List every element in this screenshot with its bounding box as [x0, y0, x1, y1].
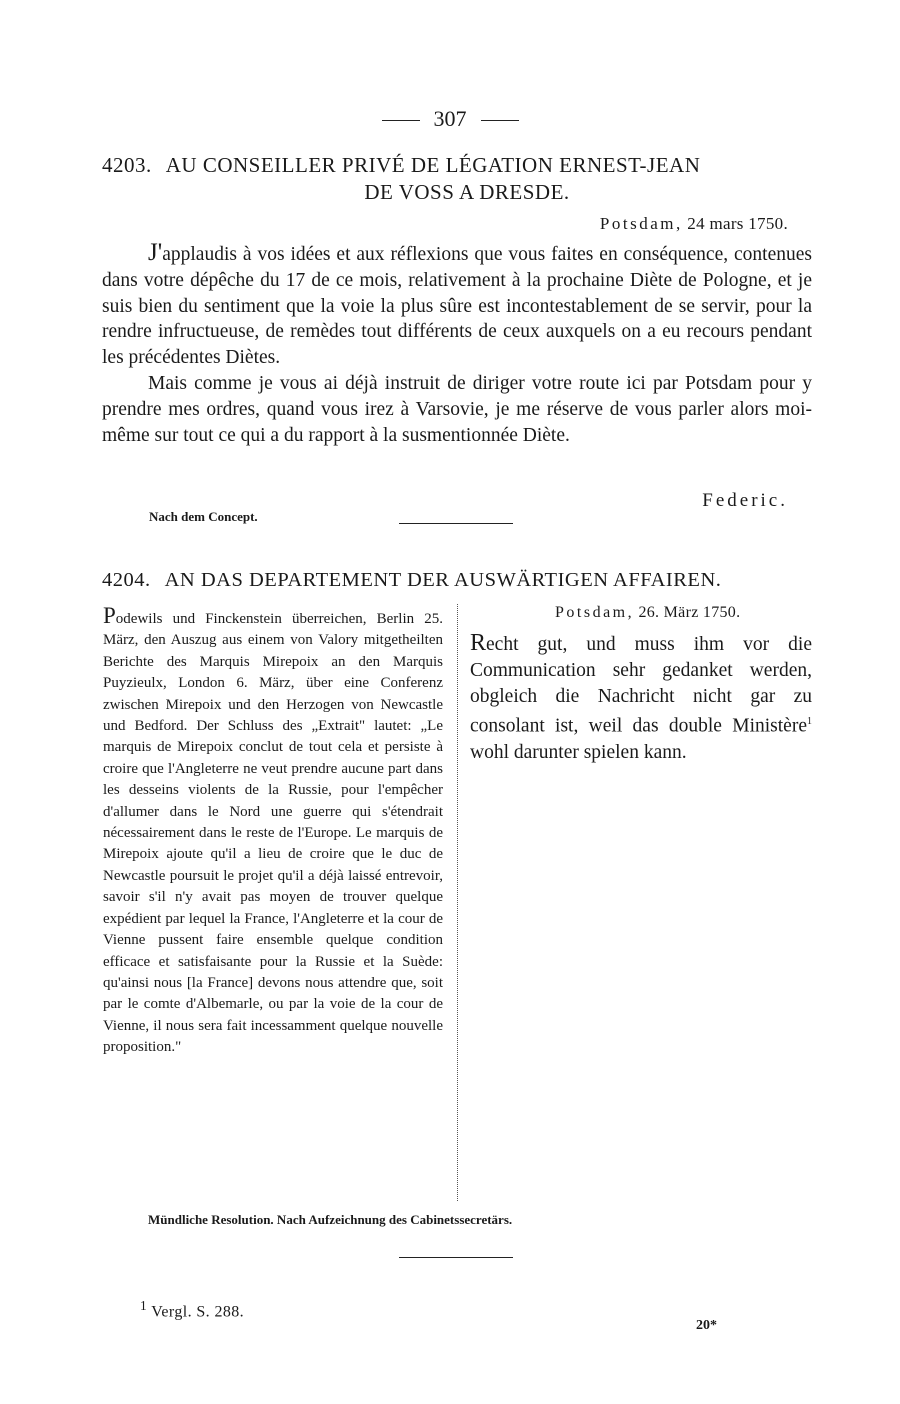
dateline-date: 26. März 1750.: [638, 604, 741, 621]
letter-4203-title: [102, 152, 812, 206]
letter-4204-summary: [103, 605, 443, 1059]
column-divider: [457, 604, 458, 1201]
resolution-initial: R: [470, 630, 487, 656]
letter-4204-title-text: AN DAS DEPARTEMENT DER AUSWÄRTIGEN AFFAIREN.: [164, 569, 722, 591]
footnote-divider: [399, 1257, 513, 1258]
resolution-text-a: echt gut, und muss ihm vor die Communication sehr gedanket werden, obgleich die Nachricht nicht gar zu consolant ist, weil das double Ministère: [470, 634, 812, 737]
header-dash-right: [481, 120, 519, 121]
letter-4204-title: [102, 567, 812, 594]
footnote: [140, 1298, 244, 1321]
footnote-ref: 1: [807, 716, 812, 728]
header-dash-left: [382, 120, 420, 121]
footnote-text: Vergl. S. 288.: [151, 1303, 245, 1321]
letter-4203-signature: Federic.: [702, 490, 788, 511]
page-number: 307: [433, 106, 467, 131]
dateline-date: 24 mars 1750.: [687, 214, 788, 233]
page-header: [0, 106, 900, 132]
letter-4203-paragraph-1: J'applaudis à vos idées et aux réflexions que vous faites en conséquence, contenues dans votre dépêche du 17 de ce mois, relativement à la prochaine Diète de Pologne, et je suis bien du sentiment que la voie la plus sûre est incontestablement de se servir, pour la rendre infructueuse, de remèdes tout différents de ceux auxquels on a eu recours pendant les précédentes Diètes.: [102, 239, 812, 369]
footnote-marker: 1: [140, 1298, 148, 1313]
sheet-signature: 20*: [696, 1318, 717, 1333]
letter-4204-source: Mündliche Resolution. Nach Aufzeichnung des Cabinetssecretärs.: [148, 1212, 513, 1227]
summary-text: odewils und Finckenstein überreichen, Berlin 25. März, den Auszug aus einem von Valory mitgetheilten Berichte des Marquis Mirepoix an den Marquis Puyzieulx, London 6. März, über eine Conferenz zwischen Mirepoix und den Herzogen von Newcastle und Bedford. Der Schluss des „Extrait" lautet: „Le marquis de Mirepoix conclut de tout cela et persiste à croire que l'Angleterre ne veut prendre aucune part dans les desseins violents de la Russie, pour l'empêcher d'allumer dans le Nord une guerre qui s'étendrait nécessairement dans le reste de l'Europe. Le marquis de Mirepoix ajoute qu'il a lieu de croire que le duc de Newcastle poursuit le projet qu'il a déjà laissé entrevoir, savoir s'il n'y avait pas moyen de trouver quelque expédient par lequel la France, l'Angleterre et la cour de Vienne pussent faire ensemble quelque condition efficace et satisfaisante pour la Russie et la Suède: qu'ainsi nous [la France] devons nous attendre que, soit par le comte d'Albemarle, ou par la voie de la cour de Vienne, il nous sera fait incessamment quelque nouvelle proposition.": [103, 611, 443, 1056]
letter-4203-dateline: [600, 214, 788, 234]
letter-4204-number: 4204.: [102, 569, 151, 591]
letter-4204-dateline: [555, 604, 740, 622]
section-divider: [399, 523, 513, 524]
letter-4203-body: [102, 240, 812, 448]
letter-4203-paragraph-2: Mais comme je vous ai déjà instruit de diriger votre route ici par Potsdam pour y prendre mes ordres, quand vous irez à Varsovie, je me réserve de vous parler alors moi-même sur tout ce qui a du rapport à la susmentionnée Diète.: [102, 372, 812, 446]
resolution-text-b: wohl darunter spielen kann.: [470, 741, 687, 763]
dateline-place: Potsdam,: [555, 604, 635, 621]
letter-4203-title-line1: AU CONSEILLER PRIVÉ DE LÉGATION ERNEST-JEAN: [165, 153, 701, 177]
letter-4204-resolution-text: [470, 631, 812, 765]
dateline-place: Potsdam,: [599, 214, 683, 233]
letter-4203-source: Nach dem Concept.: [149, 509, 258, 524]
letter-4203-number: 4203.: [102, 153, 152, 177]
summary-initial: P: [103, 603, 116, 628]
letter-4203-title-line2: DE VOSS A DRESDE.: [364, 180, 570, 204]
